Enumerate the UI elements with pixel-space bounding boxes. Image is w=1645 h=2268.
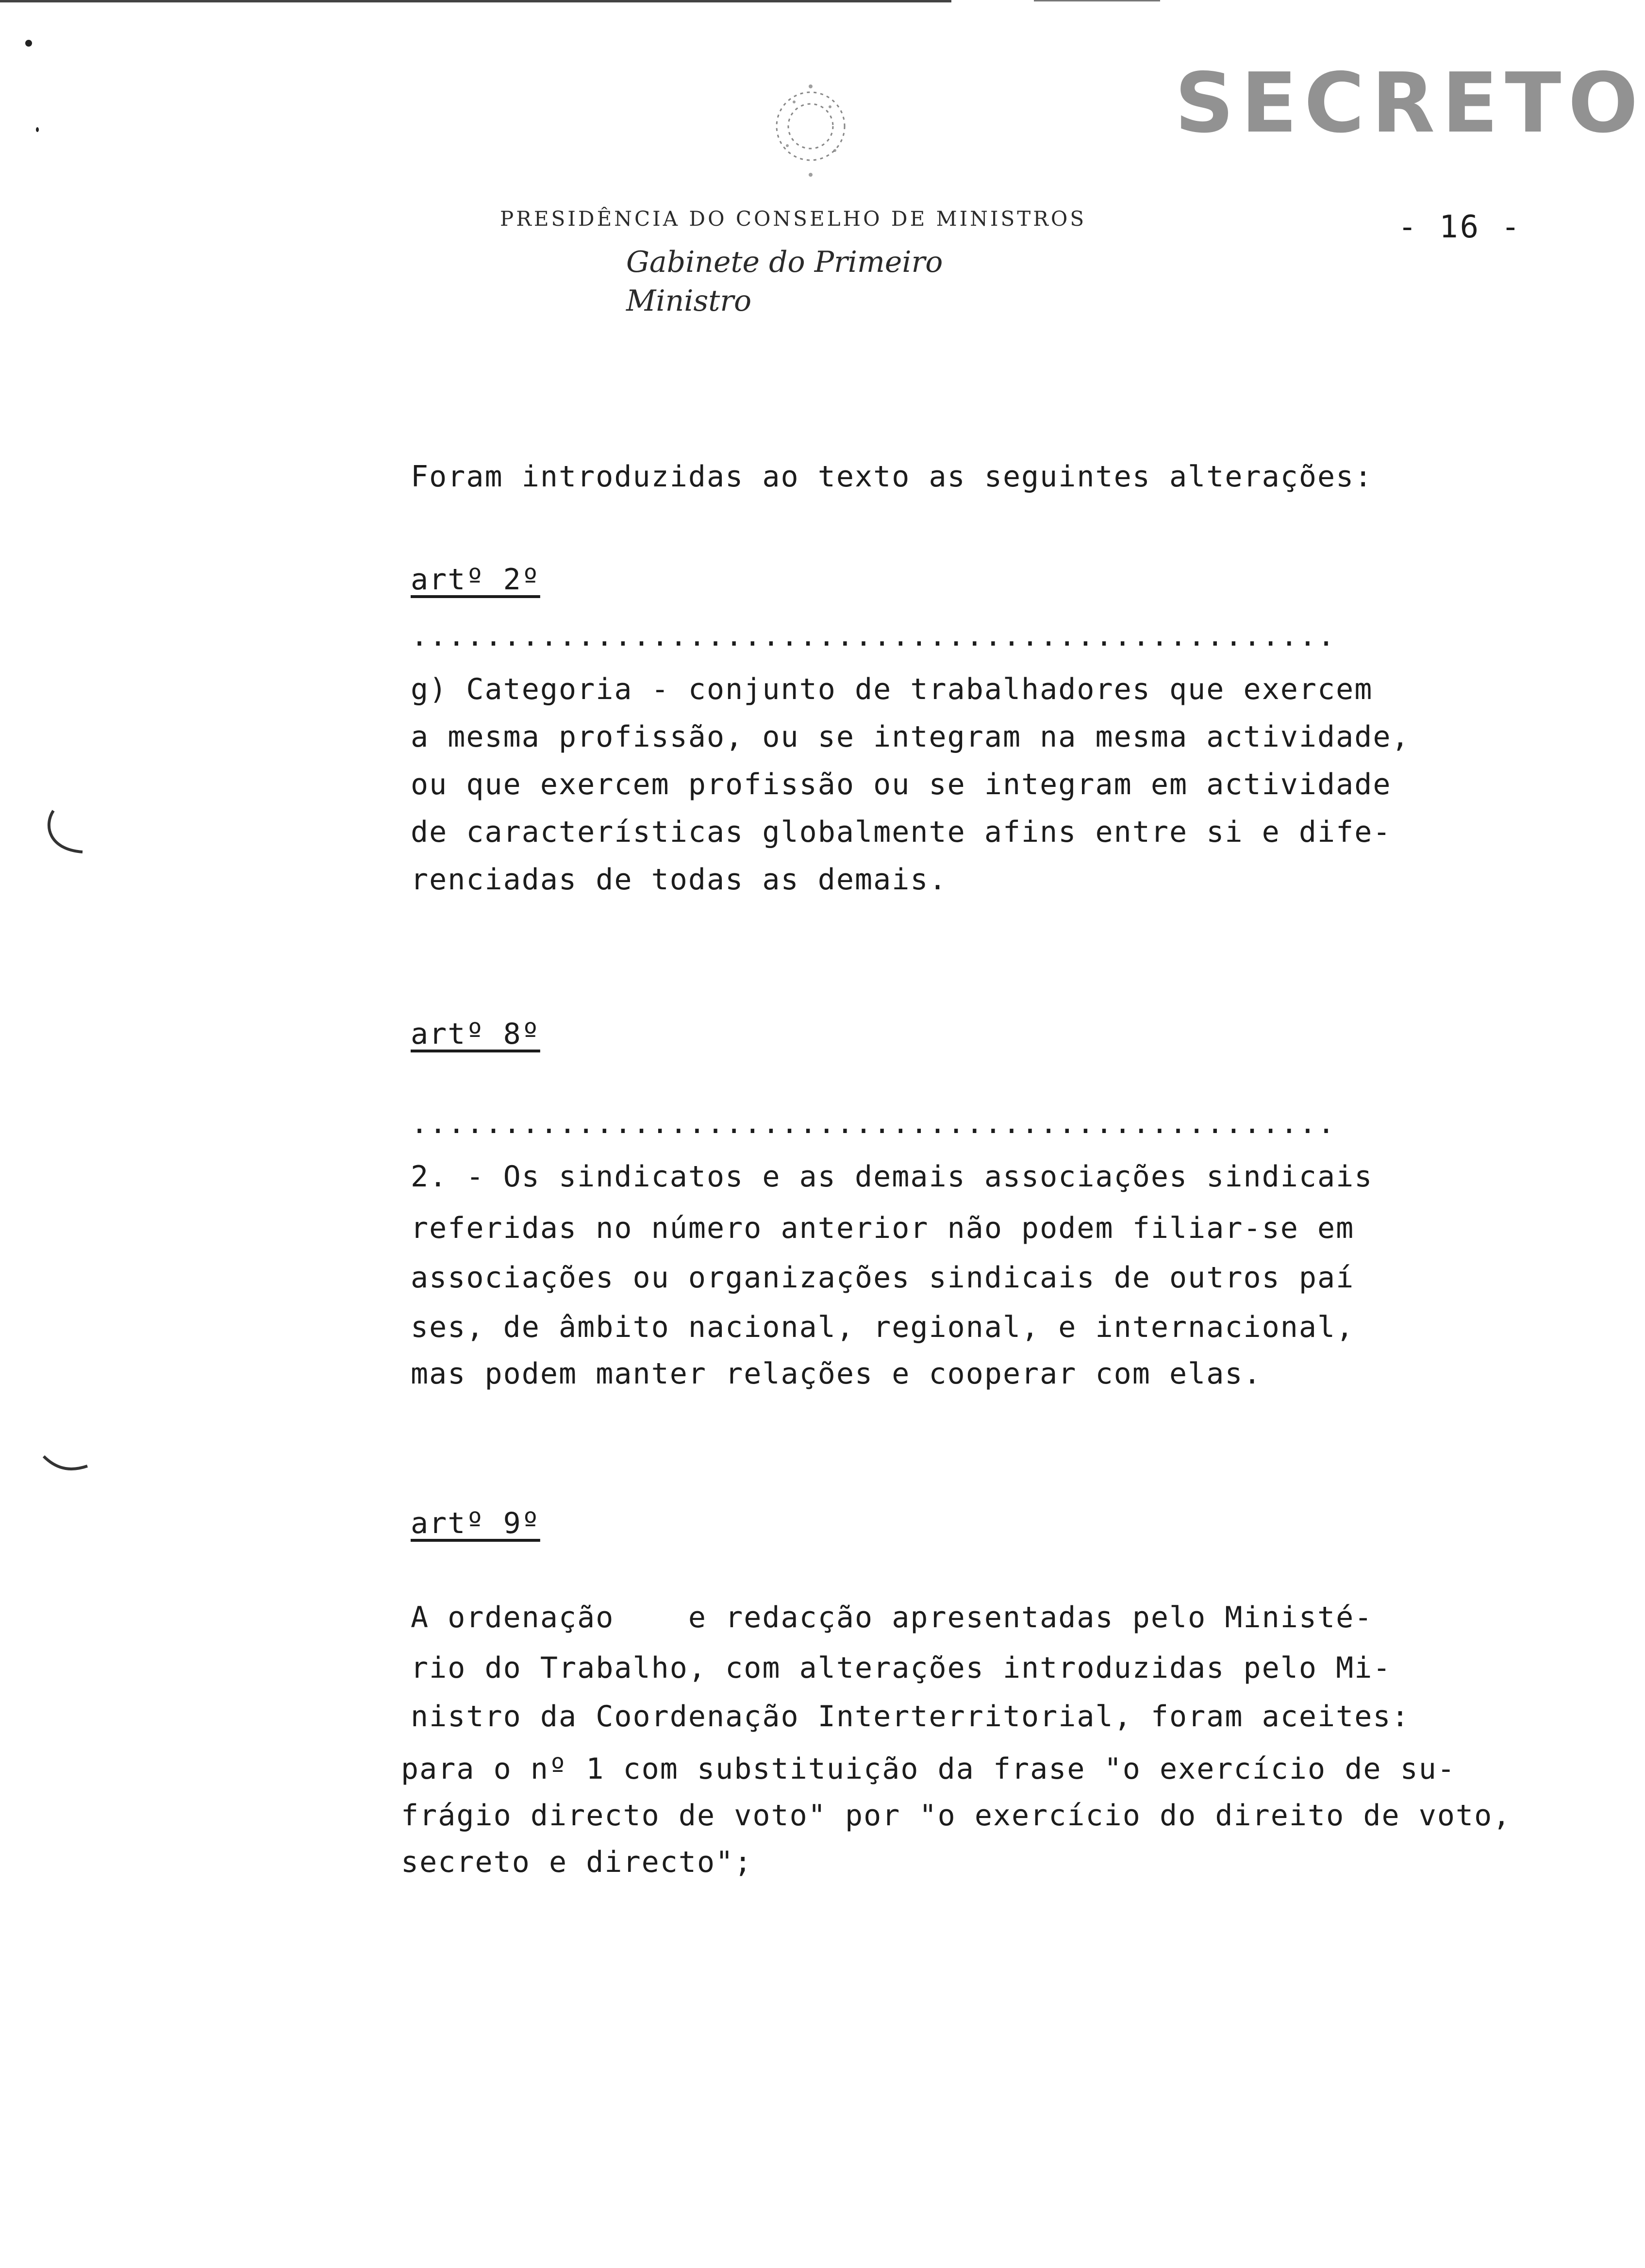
paragraph-line: secreto e directo"; [401,1845,753,1879]
paragraph-line: para o nº 1 com substituição da frase "o exercício de su- [401,1752,1456,1786]
intro-line: Foram introduzidas ao texto as seguintes alterações: [411,460,1373,494]
article-2-heading: artº 2º [411,563,540,597]
page-number: - 16 - [1398,209,1522,245]
paragraph-line: A ordenação e redacção apresentadas pelo Ministé- [411,1601,1373,1634]
paragraph-line: referidas no número anterior não podem filiar-se em [411,1211,1355,1245]
top-edge-line-right [1034,0,1160,1]
top-edge-line [0,0,951,2]
paragraph-line: frágio directo de voto" por "o exercício do direito de voto, [401,1799,1512,1833]
scan-speck [25,40,32,47]
emblem-seal-icon [757,73,864,194]
secret-stamp: SECRETO [1175,55,1645,151]
scan-speck [36,127,39,132]
paragraph-line: rio do Trabalho, com alterações introduzidas pelo Mi- [411,1651,1392,1685]
margin-punch-mark-icon [39,1451,92,1481]
paragraph-line: de características globalmente afins entre si e dife- [411,815,1392,849]
margin-punch-mark-icon [39,806,92,864]
paragraph-line: ou que exercem profissão ou se integram em actividade [411,767,1392,801]
paragraph-line: g) Categoria - conjunto de trabalhadores que exercem [411,672,1373,706]
paragraph-line: ses, de âmbito nacional, regional, e internacional, [411,1310,1355,1344]
letterhead-title: PRESIDÊNCIA DO CONSELHO DE MINISTROS [500,207,1087,231]
ellipsis-row: .................................................. [411,1106,1336,1140]
letterhead-subtitle: Gabinete do Primeiro Ministro [626,245,943,318]
article-8-heading: artº 8º [411,1017,540,1051]
article-9-heading: artº 9º [411,1506,540,1540]
ellipsis-row: .................................................. [411,619,1336,653]
paragraph-line: renciadas de todas as demais. [411,863,947,897]
paragraph-line: associações ou organizações sindicais de outros paí [411,1261,1355,1295]
paragraph-line: 2. - Os sindicatos e as demais associações sindicais [411,1160,1373,1194]
paragraph-line: mas podem manter relações e cooperar com elas. [411,1357,1262,1391]
paragraph-line: nistro da Coordenação Interterritorial, foram aceites: [411,1700,1410,1734]
paragraph-line: a mesma profissão, ou se integram na mesma actividade, [411,720,1410,754]
